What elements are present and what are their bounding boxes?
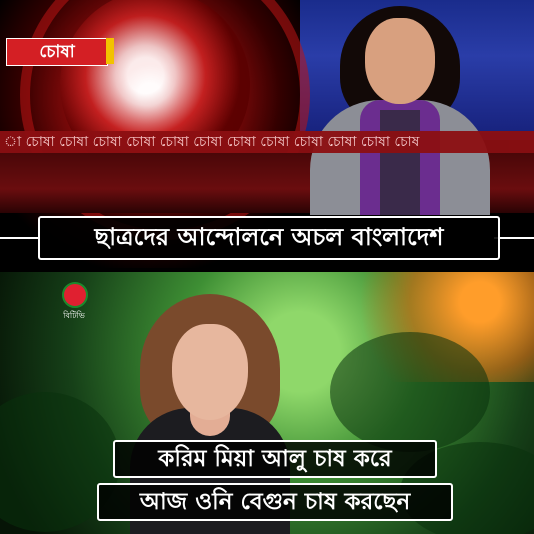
meme-caption [95, 440, 455, 524]
btv-logo-icon [62, 282, 88, 308]
btv-logo [58, 280, 90, 324]
headline-caption: ছাত্রদের আন্দোলনে অচল বাংলাদেশ [38, 216, 500, 260]
caption-line-1: করিম মিয়া আলু চাষ করে [113, 440, 437, 478]
channel-tag-stripe [106, 38, 114, 64]
news-ticker [0, 131, 534, 153]
caption-line-2: আজ ওনি বেগুন চাষ করছেন [97, 483, 453, 521]
news-anchor-female [300, 0, 500, 215]
channel-tag: চোষা [6, 38, 108, 66]
ticker-text: া চোষা চোষা চোষা চোষা চোষা চোষা চোষা চোষা চোষা চোষা চোষা চোষ [4, 134, 420, 150]
btv-logo-text: বিটিভি [63, 311, 85, 320]
anchor-face [172, 324, 248, 420]
background-map-shape [330, 332, 490, 452]
anchor-top [380, 110, 420, 215]
caption-line-right [494, 237, 534, 239]
caption-line-left [0, 237, 40, 239]
anchor-face [365, 18, 435, 104]
